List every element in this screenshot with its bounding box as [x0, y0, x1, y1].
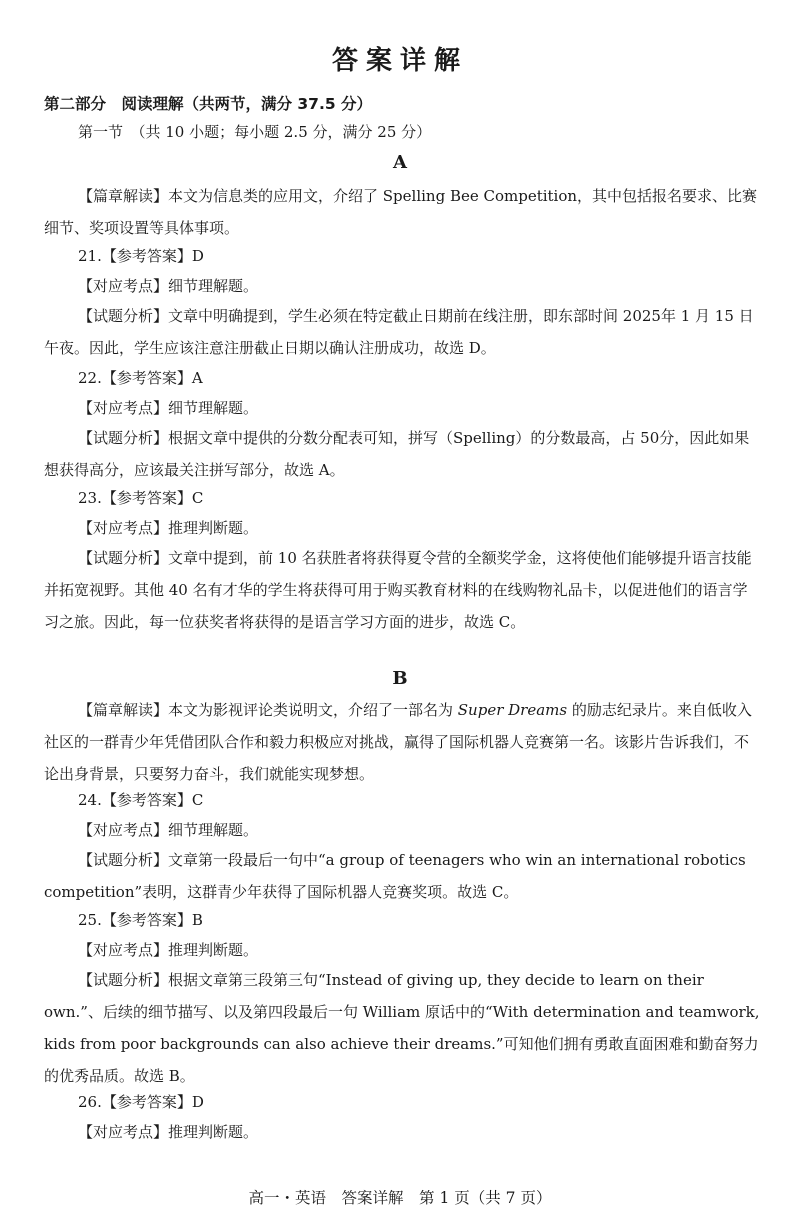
- analysis-text: 【试题分析】根据文章中提供的分数分配表可知，拼写（Spelling）的分数最高，占 50分，因此如果想获得高分，应该最关注拼写部分，故选 A。: [44, 429, 750, 479]
- film-title: Super Dreams: [457, 701, 568, 719]
- q22-analysis: [44, 422, 760, 486]
- q22-point: 【对应考点】细节理解题。: [78, 399, 259, 417]
- q26-answer: 26.【参考答案】D: [78, 1093, 204, 1111]
- q24-answer: 24.【参考答案】C: [78, 791, 204, 809]
- q24-point: 【对应考点】细节理解题。: [78, 821, 259, 839]
- q22-answer: 22.【参考答案】A: [78, 369, 203, 387]
- q21-analysis: [44, 300, 760, 364]
- passage-lead: 【篇章解读】本文为影视评论类说明文，介绍了一部名为: [78, 701, 458, 719]
- q23-answer: 23.【参考答案】C: [78, 489, 204, 507]
- q23-point: 【对应考点】推理判断题。: [78, 519, 259, 537]
- section-a-letter: A: [393, 152, 407, 173]
- section-b-passage: [44, 694, 760, 790]
- page-title: 答案详解: [331, 46, 468, 76]
- analysis-text: 【试题分析】文章第一段最后一句中“a group of teenagers who win an international robotics competition”表明，这群青少年获得了国际机器人竞赛奖项。故选 C。: [44, 851, 746, 901]
- q21-answer: 21.【参考答案】D: [78, 247, 204, 265]
- passage-rest: 的励志纪录片。来自低收入社区的一群青少年凭借团队合作和毅力积极应对挑战，赢得了国际机器人竞赛第一名。该影片告诉我们，不论出身背景，只要努力奋斗，我们就能实现梦想。: [44, 701, 752, 783]
- page-footer: 高一・英语 答案详解 第 1 页（共 7 页）: [248, 1189, 552, 1207]
- section-intro: 第一节 （共 10 小题；每小题 2.5 分，满分 25 分）: [78, 123, 432, 141]
- passage-text: 【篇章解读】本文为信息类的应用文，介绍了 Spelling Bee Competition，其中包括报名要求、比赛细节、奖项设置等具体事项。: [44, 187, 758, 237]
- section-a-passage: [44, 180, 760, 244]
- q23-analysis: [44, 542, 760, 638]
- analysis-text: 【试题分析】文章中明确提到，学生必须在特定截止日期前在线注册，即东部时间 2025年 1 月 15 日午夜。因此，学生应该注意注册截止日期以确认注册成功，故选 D。: [44, 307, 754, 357]
- q25-point: 【对应考点】推理判断题。: [78, 941, 259, 959]
- q25-answer: 25.【参考答案】B: [78, 911, 203, 929]
- part-heading: 第二部分 阅读理解（共两节，满分 37.5 分）: [44, 95, 373, 113]
- section-b-letter: B: [392, 668, 408, 689]
- q24-analysis: [44, 844, 760, 908]
- q26-point: 【对应考点】推理判断题。: [78, 1123, 259, 1141]
- analysis-text: 【试题分析】根据文章第三段第三句“Instead of giving up, they decide to learn on their own.”、后续的细节描写、以及第四段最后一句 William 原话中的“With determination and teamwork, kids from poor backgrounds can also achieve their dreams.”可知他们拥有勇敢直面困难和勤奋努力的优秀品质。故选 B。: [44, 971, 760, 1085]
- passage-text: [44, 694, 760, 790]
- q25-analysis: [44, 964, 760, 1092]
- q21-point: 【对应考点】细节理解题。: [78, 277, 259, 295]
- analysis-text: 【试题分析】文章中提到，前 10 名获胜者将获得夏令营的全额奖学金，这将使他们能够提升语言技能并拓宽视野。其他 40 名有才华的学生将获得可用于购买教育材料的在线购物礼品卡，以促进他们的语言学习之旅。因此，每一位获奖者将获得的是语言学习方面的进步，故选 C。: [44, 549, 752, 631]
